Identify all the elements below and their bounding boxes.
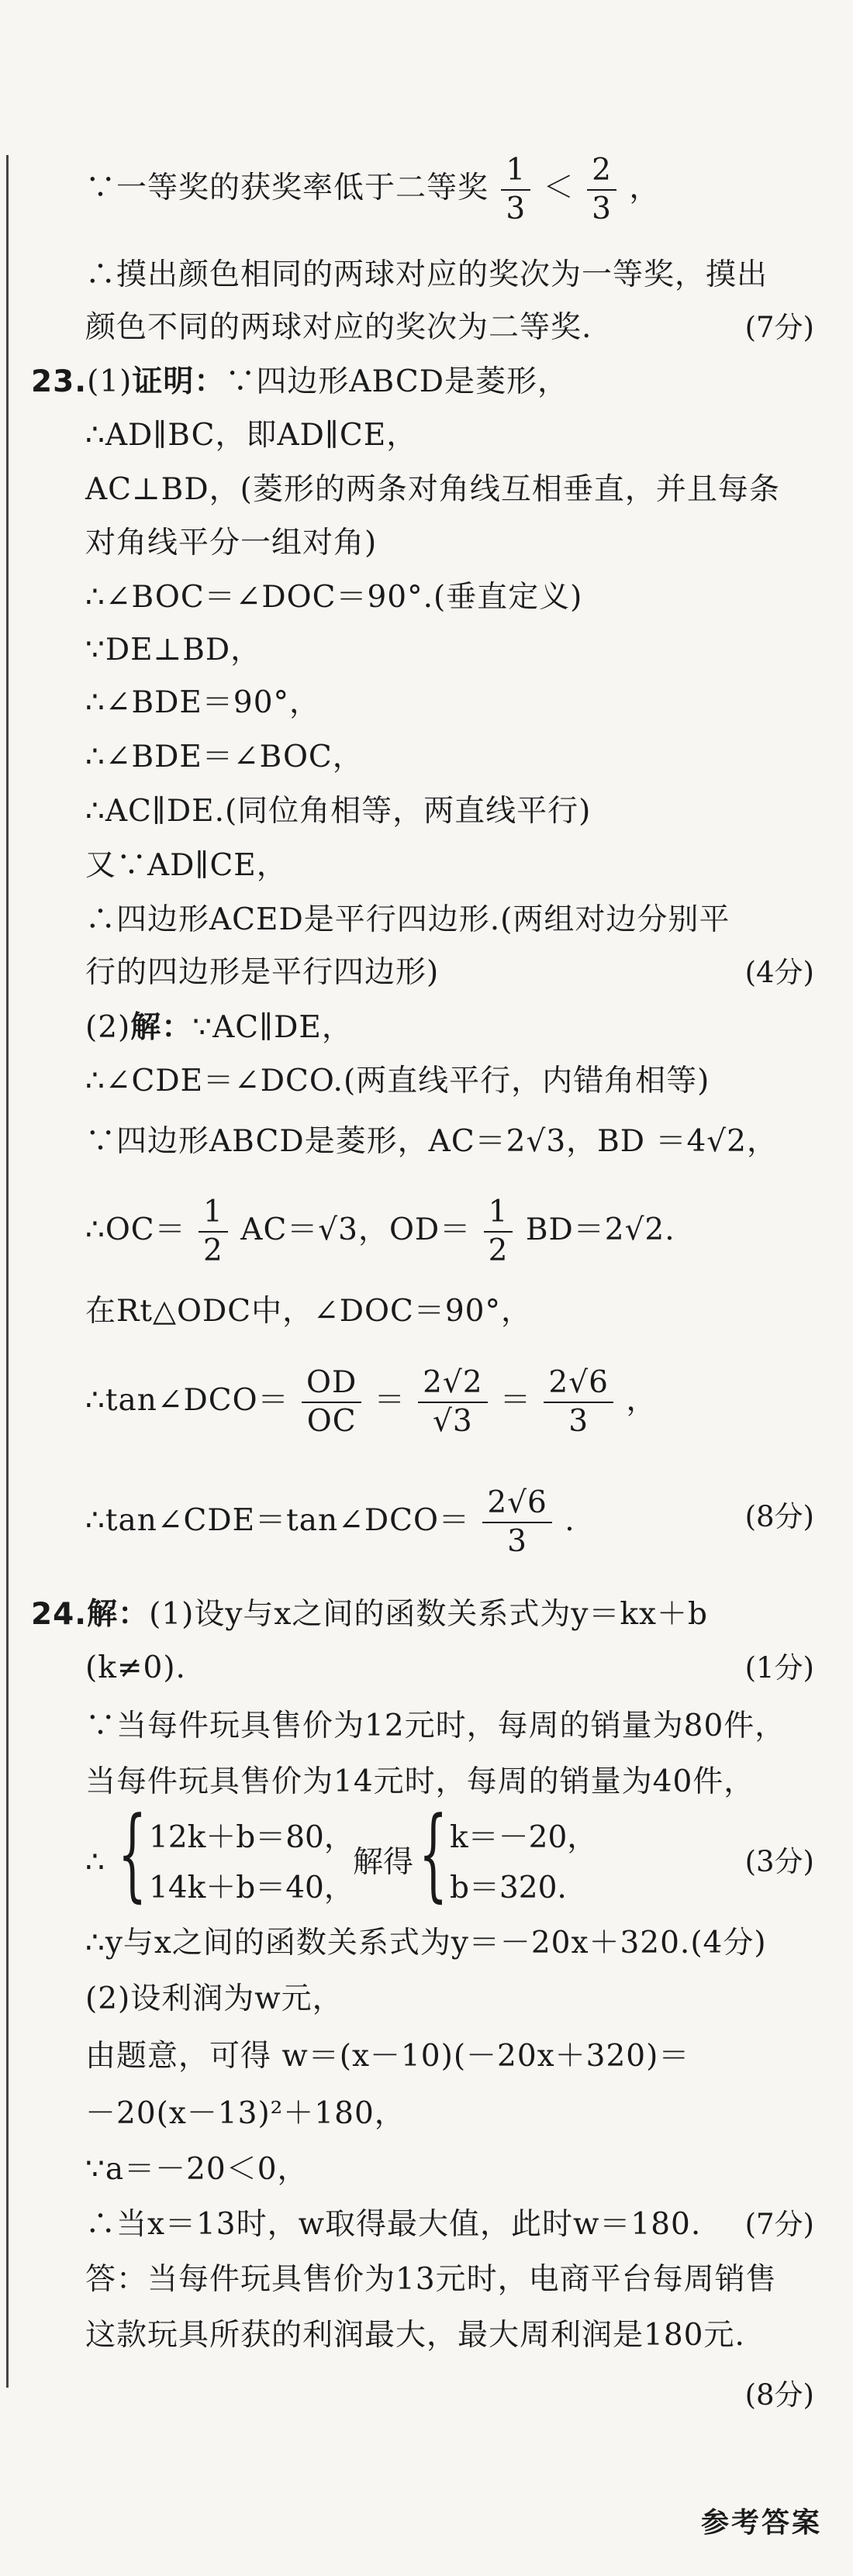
q23-line: 对角线平分一组对角) [85, 526, 378, 560]
score-1: (1分) [744, 1651, 814, 1685]
fraction-root: $\frac{2√6}{3}$ [544, 1364, 613, 1440]
q23-line: ∴∠BDE＝90°， [85, 685, 321, 720]
q24-line: ∴当x＝13时，w取得最大值，此时w＝180. [85, 2207, 702, 2242]
fraction-two-thirds: $\frac{2}{3}$ [587, 152, 616, 228]
q24-line: ∵a＝－20＜0， [85, 2152, 309, 2187]
q23-line: ∵四边形ABCD是菱形，AC＝2√3，BD ＝4√2， [85, 1124, 778, 1159]
solution-k: k＝－20， [450, 1820, 598, 1855]
footer-label: 参考答案 [700, 2507, 822, 2539]
q24-line: (k≠0). [85, 1650, 186, 1685]
q23-line: AC⊥BD，(菱形的两条对角线互相垂直，并且每条 [85, 472, 780, 507]
fraction-half: $\frac{1}{2}$ [199, 1194, 228, 1270]
system-eq-2: 14k＋b＝40， [149, 1871, 354, 1905]
therefore-symbol: ∴ [85, 1845, 105, 1880]
score-7: (7分) [744, 311, 814, 344]
q23-line: 又∵AD∥CE， [85, 848, 288, 883]
q23-line: 在Rt△ODC中，∠DOC＝90°， [85, 1294, 532, 1329]
q23-header: 23.(1)证明：∵四边形ABCD是菱形， [31, 364, 569, 399]
q23-line: ∴∠CDE＝∠DCO.(两直线平行，内错角相等) [85, 1064, 710, 1098]
line-conclusion-1: ∴摸出颜色相同的两球对应的奖次为一等奖，摸出 [85, 257, 768, 292]
fraction-od-oc: $\frac{OD}{OC}$ [302, 1364, 361, 1440]
q24-line: (2)设利润为w元， [85, 1981, 344, 2016]
score-3: (3分) [744, 1845, 814, 1878]
q24-answer-1: 答：当每件玩具售价为13元时，电商平台每周销售 [85, 2262, 777, 2297]
left-brace: { [118, 1795, 147, 1912]
solve-label: 解得 [353, 1845, 414, 1880]
score-8: (8分) [744, 1500, 814, 1533]
q23-line: ∴四边形ACED是平行四边形.(两组对边分别平 [85, 902, 730, 937]
q23-line: ∴AD∥BC，即AD∥CE， [85, 418, 418, 453]
q23-line: ∴AC∥DE.(同位角相等，两直线平行) [85, 794, 592, 829]
q24-answer-2: 这款玩具所获的利润最大，最大周利润是180元. [85, 2318, 745, 2353]
system-eq-1: 12k＋b＝80， [149, 1820, 354, 1855]
q23-line: 行的四边形是平行四边形) [85, 955, 440, 990]
q24-line: －20(x－13)²＋180， [85, 2096, 406, 2131]
question-number-24: 24. [31, 1597, 88, 1632]
q23-line: ∵DE⊥BD， [85, 633, 262, 667]
q24-line: 由题意，可得 w＝(x－10)(－20x＋320)＝ [85, 2039, 690, 2074]
q24-line: ∴y与x之间的函数关系式为y＝－20x＋320.(4分) [85, 1926, 767, 1960]
line-conclusion-2: 颜色不同的两球对应的奖次为二等奖. [85, 310, 592, 345]
fraction-half: $\frac{1}{2}$ [484, 1194, 513, 1270]
q24-header: 24.解：(1)设y与x之间的函数关系式为y＝kx＋b [31, 1596, 709, 1632]
question-number-23: 23. [31, 364, 88, 399]
fraction-root: $\frac{2√2}{√3}$ [418, 1364, 487, 1440]
score-8: (8分) [744, 2378, 814, 2412]
left-margin-rule [6, 155, 9, 2388]
q23-line: ∴∠BOC＝∠DOC＝90°.(垂直定义) [85, 580, 583, 615]
score-4: (4分) [744, 956, 814, 989]
fraction-root: $\frac{2√6}{3}$ [482, 1485, 551, 1560]
fraction-one-third: $\frac{1}{3}$ [501, 152, 530, 228]
q24-line: ∵当每件玩具售价为12元时，每周的销量为80件， [85, 1709, 786, 1743]
left-brace: { [419, 1795, 448, 1912]
q24-line: 当每件玩具售价为14元时，每周的销量为40件， [85, 1764, 755, 1799]
score-7: (7分) [744, 2208, 814, 2241]
q23-tan-cde: ∴tan∠CDE＝tan∠DCO＝ $\frac{2√6}{3}$ . [85, 1485, 575, 1559]
q23-line: ∴∠BDE＝∠BOC， [85, 740, 364, 774]
line-award-rate: ∵一等奖的获奖率低于二等奖 $\frac{1}{3}$ ＜ $\frac{2}{3}$ ， [85, 153, 661, 226]
q23-tan-dco: ∴tan∠DCO＝ $\frac{OD}{OC}$ ＝ $\frac{2√2}{√3}$ ＝ $\frac{2√6}{3}$ ， [85, 1365, 658, 1439]
q23-oc-od: ∴OC＝ $\frac{1}{2}$ AC＝√3，OD＝ $\frac{1}{2}$ BD＝2√2. [85, 1195, 675, 1268]
q23-part2-header: (2)解：∵AC∥DE， [85, 1009, 353, 1045]
solution-b: b＝320. [450, 1871, 567, 1905]
